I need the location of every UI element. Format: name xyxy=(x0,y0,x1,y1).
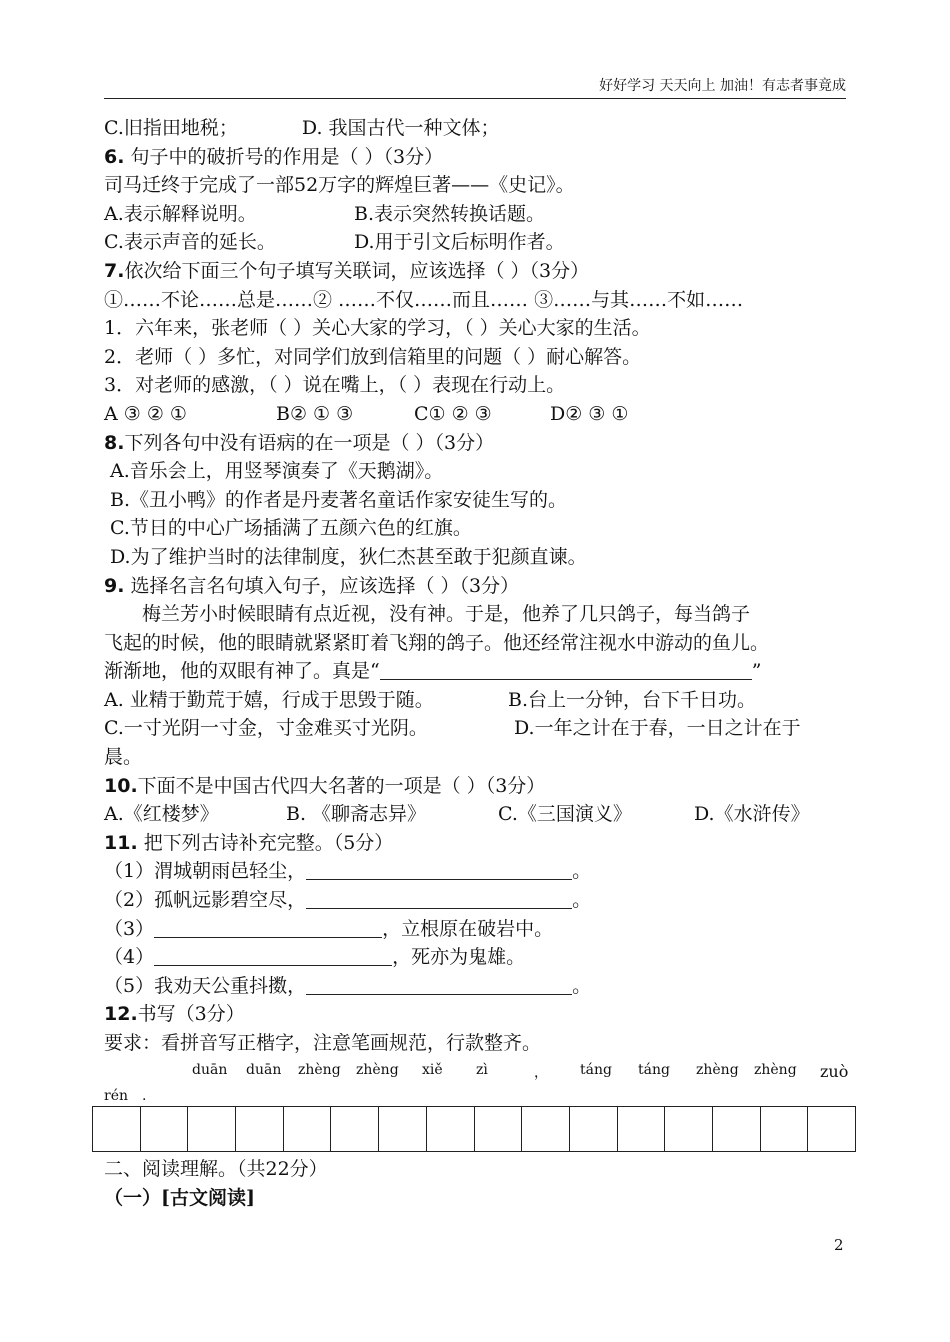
section-2 xyxy=(104,1155,856,1212)
pinyin: duān xyxy=(192,1061,228,1078)
q11-question: 11. 把下列古诗补充完整。（5分） xyxy=(104,831,394,854)
q11-item-2: （2）孤帆远影碧空尽， 。 xyxy=(104,889,592,912)
writing-cell[interactable] xyxy=(427,1107,475,1151)
q6-question: 6. 句子中的破折号的作用是（ ）（3分） xyxy=(104,145,444,168)
pinyin: zhèng xyxy=(696,1061,739,1078)
q6-sentence: 司马迁终于完成了一部52万字的辉煌巨著——《史记》。 xyxy=(104,174,575,197)
writing-cell[interactable] xyxy=(618,1107,666,1151)
pinyin: duān xyxy=(246,1061,282,1078)
pinyin: rén xyxy=(104,1087,128,1104)
writing-cell[interactable] xyxy=(284,1107,332,1151)
section-2-title: 二、阅读理解。（共22分） xyxy=(104,1158,328,1180)
q6-options-ab: A.表示解释说明。 B.表示突然转换话题。 xyxy=(104,202,546,225)
exam-content xyxy=(104,114,856,1114)
pinyin: táng xyxy=(638,1061,670,1078)
pinyin-row xyxy=(104,1058,856,1088)
pinyin: zì xyxy=(476,1061,488,1078)
pinyin: ， xyxy=(534,1064,548,1081)
writing-cell[interactable] xyxy=(475,1107,523,1151)
q7-sentence-2: 2．老师（ ）多忙，对同学们放到信箱里的问题（ ）耐心解答。 xyxy=(104,345,642,368)
writing-cell[interactable] xyxy=(713,1107,761,1151)
q7-choices: A ③ ② ① B② ① ③ C① ② ③ D② ③ ① xyxy=(104,402,629,425)
pinyin: táng xyxy=(580,1061,612,1078)
q8-option-a: A.音乐会上，用竖琴演奏了《天鹅湖》。 xyxy=(110,460,444,483)
q11-item-4: （4） ，死亦为鬼雄。 xyxy=(104,946,526,969)
q5-options-cd: C.旧指田地税； D. 我国古代一种文体； xyxy=(104,117,500,139)
q9-passage-2: 飞起的时候，他的眼睛就紧紧盯着飞翔的鸽子。他还经常注视水中游动的鱼儿。 xyxy=(104,631,770,654)
writing-cell[interactable] xyxy=(331,1107,379,1151)
q8-option-d: D.为了维护当时的法律制度，狄仁杰甚至敢于犯颜直谏。 xyxy=(110,545,587,568)
writing-cell[interactable] xyxy=(379,1107,427,1151)
q9-question: 9. 选择名言名句填入句子，应该选择（ ）（3分） xyxy=(104,574,520,597)
q6-options-cd: C.表示声音的延长。 D.用于引文后标明作者。 xyxy=(104,231,565,254)
section-2-subtitle: （一）[古文阅读] xyxy=(104,1186,255,1209)
q9-passage-1: 梅兰芳小时候眼睛有点近视，没有神。于是，他养了几只鸽子，每当鸽子 xyxy=(142,603,751,626)
q11-item-1: （1）渭城朝雨邑轻尘， 。 xyxy=(104,860,592,883)
pinyin: zhèng xyxy=(298,1061,341,1078)
q9-options-cd: C.一寸光阴一寸金，寸金难买寸光阴。 D.一年之计在于春，一日之计在于 xyxy=(104,717,801,740)
q8-option-b: B.《丑小鸭》的作者是丹麦著名童话作家安徒生写的。 xyxy=(110,488,568,511)
page-header: 好好学习 天天向上 加油！有志者事竟成 xyxy=(104,74,846,99)
writing-cell[interactable] xyxy=(236,1107,284,1151)
page-number: 2 xyxy=(834,1236,844,1254)
poem-blank-1[interactable] xyxy=(306,861,572,880)
writing-cell[interactable] xyxy=(570,1107,618,1151)
q7-question: 7.依次给下面三个句子填写关联词，应该选择（ ）（3分） xyxy=(104,259,590,282)
pinyin: . xyxy=(142,1087,147,1104)
q8-question: 8.下列各句中没有语病的在一项是（ ）（3分） xyxy=(104,431,495,454)
writing-cell[interactable] xyxy=(761,1107,809,1151)
poem-blank-5[interactable] xyxy=(306,976,572,995)
q9-passage-3: 渐渐地，他的双眼有神了。真是“ ” xyxy=(104,660,762,683)
writing-cell[interactable] xyxy=(141,1107,189,1151)
q7-conjunction-options: ①……不论……总是……② ……不仅……而且…… ③……与其……不如…… xyxy=(104,288,744,311)
pinyin: zhèng xyxy=(356,1061,399,1078)
q7-sentence-1: 1．六年来，张老师（ ）关心大家的学习，（ ）关心大家的生活。 xyxy=(104,317,651,340)
pinyin: xiě xyxy=(422,1061,443,1078)
q11-item-3: （3） ，立根原在破岩中。 xyxy=(104,917,554,940)
writing-cell[interactable] xyxy=(188,1107,236,1151)
q10-question: 10.下面不是中国古代四大名著的一项是（ ）（3分） xyxy=(104,774,546,797)
writing-grid xyxy=(92,1106,856,1152)
q8-option-c: C.节日的中心广场插满了五颜六色的红旗。 xyxy=(110,517,472,540)
writing-cell[interactable] xyxy=(522,1107,570,1151)
q9-options-ab: A. 业精于勤荒于嬉，行成于思毁于随。 B.台上一分钟，台下千日功。 xyxy=(104,688,757,711)
poem-blank-2[interactable] xyxy=(306,890,572,909)
pinyin: zuò xyxy=(820,1061,849,1081)
writing-cell[interactable] xyxy=(93,1107,141,1151)
writing-cell[interactable] xyxy=(665,1107,713,1151)
q10-options: A.《红楼梦》 B. 《聊斋志异》 C.《三国演义》 D.《水浒传》 xyxy=(104,803,810,826)
q9-answer-blank[interactable] xyxy=(380,661,752,680)
writing-cell[interactable] xyxy=(808,1107,856,1151)
q12-question: 12.书写（3分） xyxy=(104,1003,245,1026)
q12-requirement: 要求：看拼音写正楷字，注意笔画规范，行款整齐。 xyxy=(104,1032,542,1054)
q9-option-d-cont: 晨。 xyxy=(104,746,143,769)
q7-sentence-3: 3．对老师的感激，（ ）说在嘴上，（ ）表现在行动上。 xyxy=(104,374,566,397)
q11-item-5: （5）我劝天公重抖擞， 。 xyxy=(104,974,592,997)
pinyin: zhèng xyxy=(754,1061,797,1078)
poem-blank-4[interactable] xyxy=(154,947,392,966)
poem-blank-3[interactable] xyxy=(154,919,382,938)
